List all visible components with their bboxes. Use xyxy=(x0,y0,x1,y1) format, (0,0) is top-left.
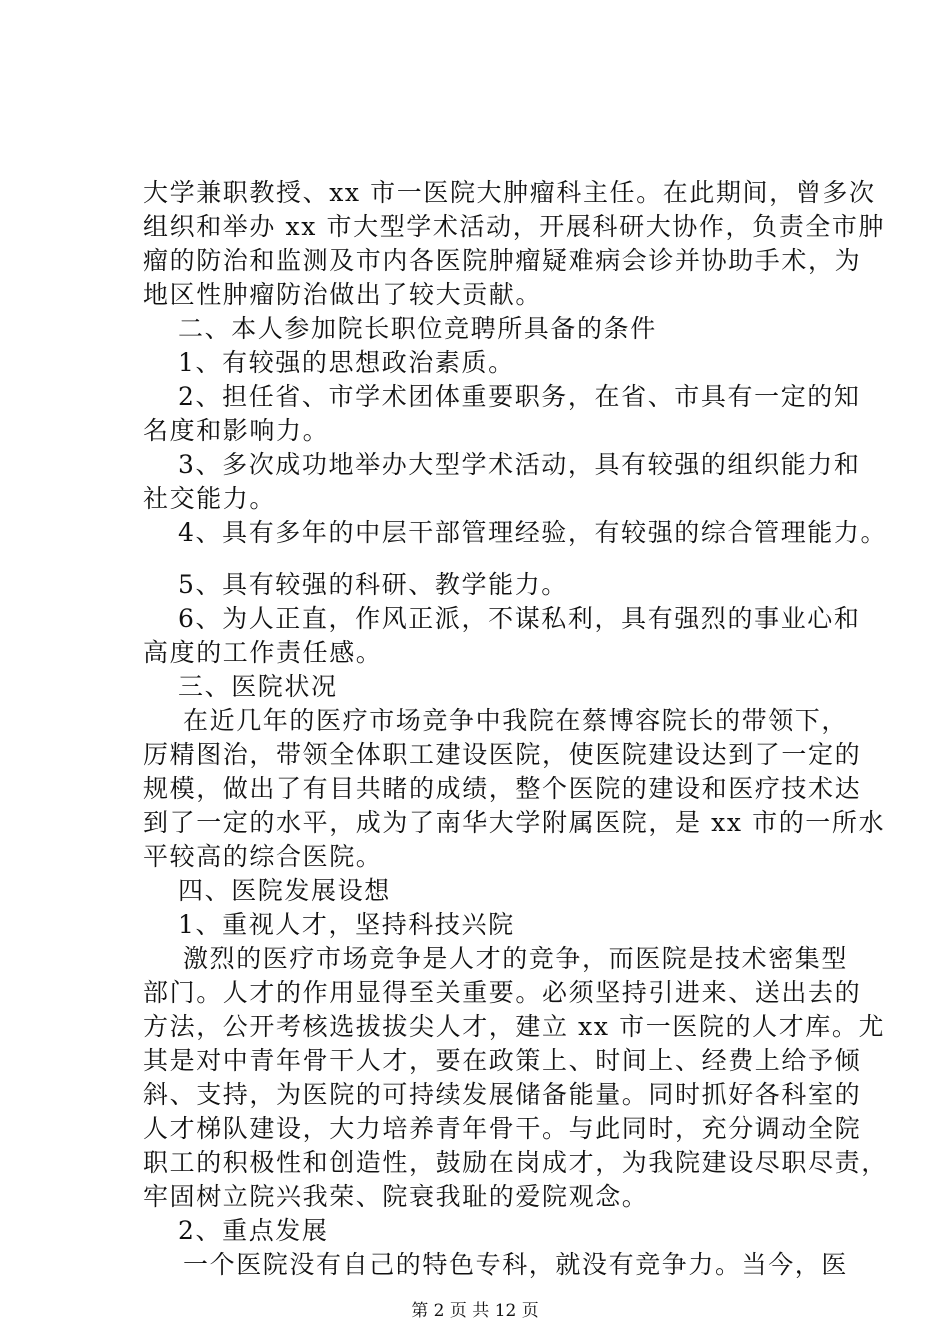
text-line: 斜、支持，为医院的可持续发展储备能量。同时抓好各科室的 xyxy=(143,1080,862,1109)
text-line: 在近几年的医疗市场竞争中我院在蔡博容院长的带领下， xyxy=(183,706,849,735)
section-heading: 四、医院发展设想 xyxy=(178,876,391,905)
text-line: 瘤的防治和监测及市内各医院肿瘤疑难病会诊并协助手术，为 xyxy=(143,246,862,275)
text-line: 大学兼职教授、xx 市一医院大肿瘤科主任。在此期间，曾多次 xyxy=(143,178,876,207)
page-number: 第 2 页 共 12 页 xyxy=(411,1301,539,1321)
text-line: 到了一定的水平，成为了南华大学附属医院，是 xx 市的一所水 xyxy=(143,808,886,837)
section-heading: 三、医院状况 xyxy=(178,672,338,701)
text-line: 1、有较强的思想政治素质。 xyxy=(178,348,515,377)
text-line: 4、具有多年的中层干部管理经验，有较强的综合管理能力。 xyxy=(178,518,888,547)
text-line: 职工的积极性和创造性，鼓励在岗成才，为我院建设尽职尽责， xyxy=(143,1148,888,1177)
text-line: 其是对中青年骨干人才，要在政策上、时间上、经费上给予倾 xyxy=(143,1046,862,1075)
text-line: 5、具有较强的科研、教学能力。 xyxy=(178,570,568,599)
text-line: 高度的工作责任感。 xyxy=(143,638,383,667)
subsection-heading: 1、重视人才，坚持科技兴院 xyxy=(178,910,515,939)
text-line: 6、为人正直，作风正派，不谋私利，具有强烈的事业心和 xyxy=(178,604,861,633)
subsection-heading: 2、重点发展 xyxy=(178,1216,329,1245)
text-line: 名度和影响力。 xyxy=(143,416,330,445)
text-line: 一个医院没有自己的特色专科，就没有竞争力。当今，医 xyxy=(183,1250,849,1279)
text-line: 平较高的综合医院。 xyxy=(143,842,383,871)
text-line: 激烈的医疗市场竞争是人才的竞争，而医院是技术密集型 xyxy=(183,944,849,973)
text-line: 方法，公开考核选拔拔尖人才，建立 xx 市一医院的人才库。尤 xyxy=(143,1012,886,1041)
section-heading: 二、本人参加院长职位竞聘所具备的条件 xyxy=(178,314,657,343)
text-line: 人才梯队建设，大力培养青年骨干。与此同时，充分调动全院 xyxy=(143,1114,862,1143)
text-line: 2、担任省、市学术团体重要职务，在省、市具有一定的知 xyxy=(178,382,861,411)
text-line: 地区性肿瘤防治做出了较大贡献。 xyxy=(143,280,543,309)
text-line: 社交能力。 xyxy=(143,484,277,513)
text-line: 厉精图治，带领全体职工建设医院，使医院建设达到了一定的 xyxy=(143,740,862,769)
text-line: 3、多次成功地举办大型学术活动，具有较强的组织能力和 xyxy=(178,450,861,479)
text-line: 组织和举办 xx 市大型学术活动，开展科研大协作，负责全市肿 xyxy=(143,212,886,241)
text-line: 部门。人才的作用显得至关重要。必须坚持引进来、送出去的 xyxy=(143,978,862,1007)
text-line: 规模，做出了有目共睹的成绩，整个医院的建设和医疗技术达 xyxy=(143,774,862,803)
text-line: 牢固树立院兴我荣、院衰我耻的爱院观念。 xyxy=(143,1182,649,1211)
